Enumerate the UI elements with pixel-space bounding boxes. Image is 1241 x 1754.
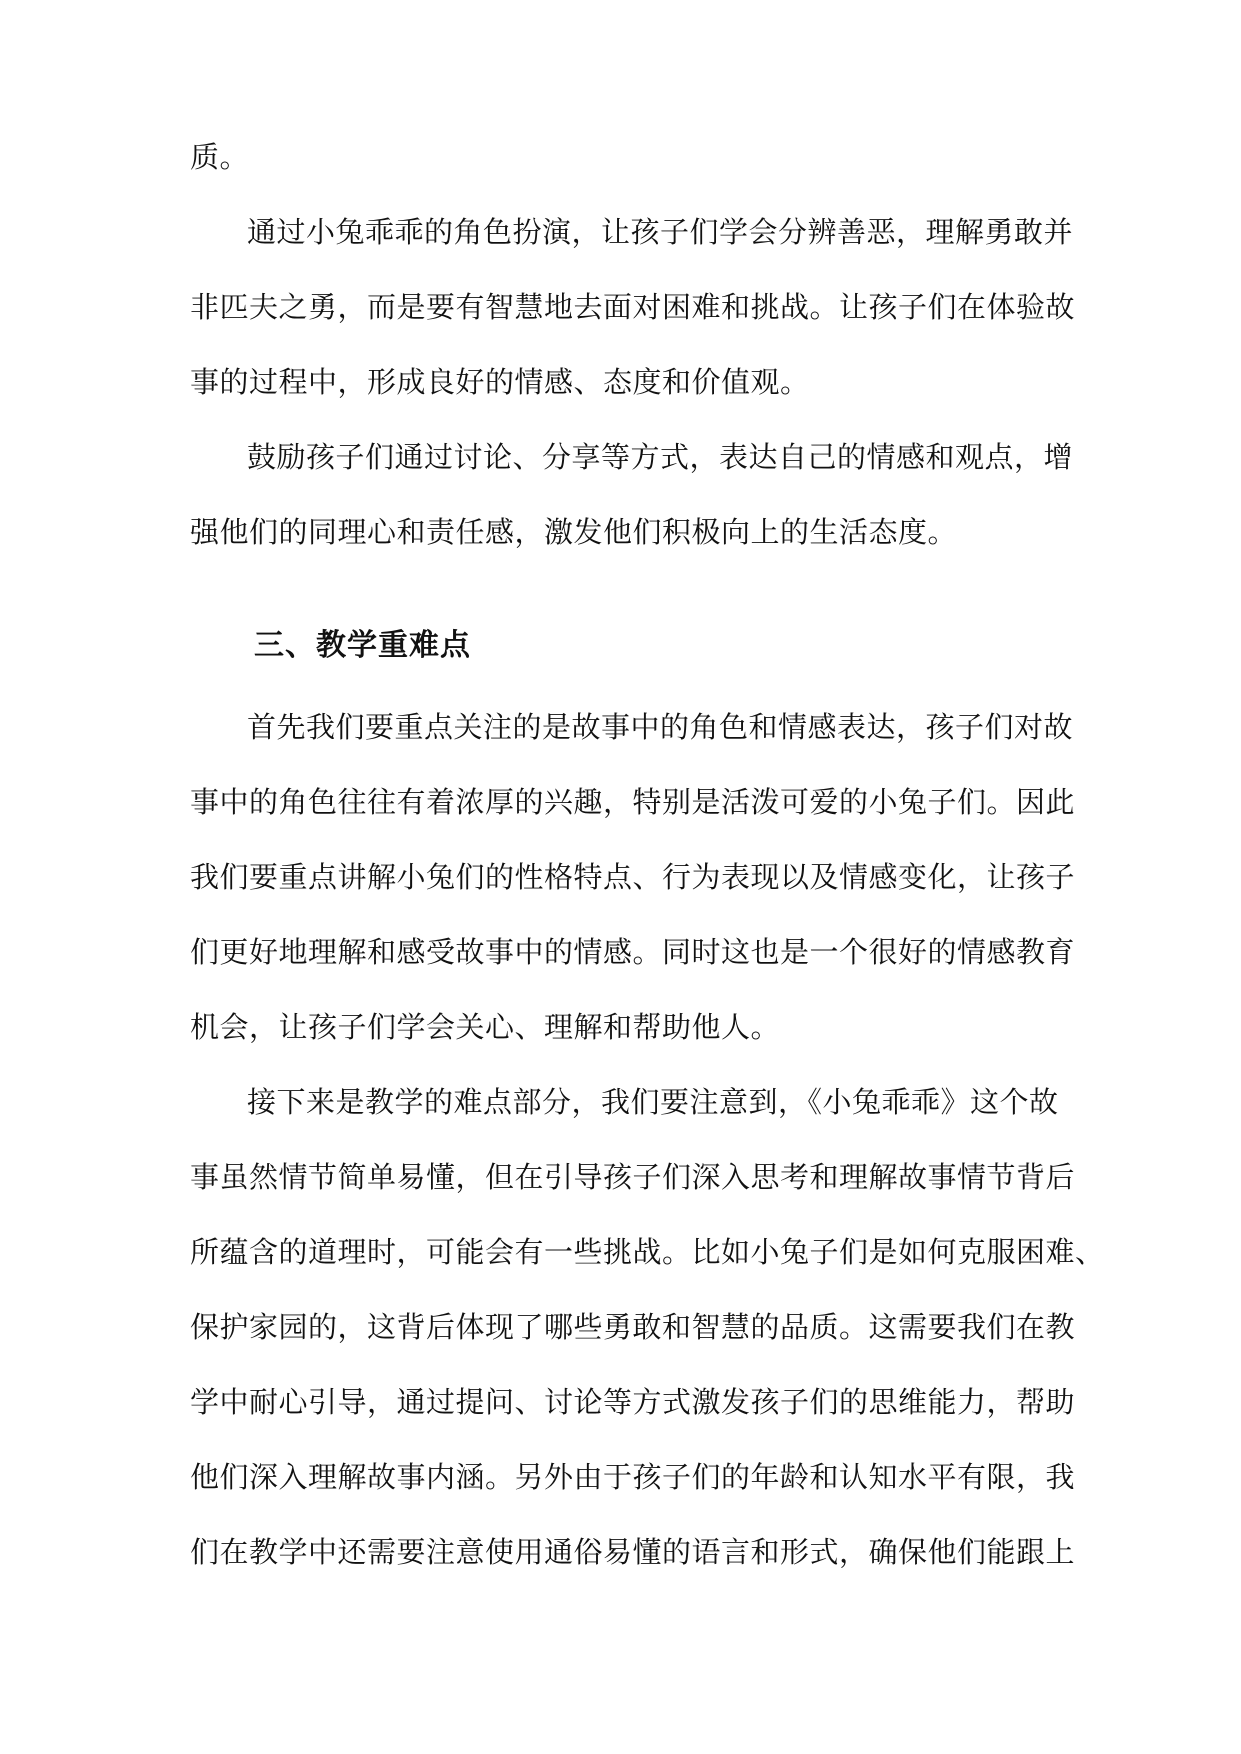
section-heading: 三、教学重难点: [254, 628, 471, 663]
paragraph-line: 保护家园的，这背后体现了哪些勇敢和智慧的品质。这需要我们在教: [190, 1310, 1076, 1344]
paragraph-line: 学中耐心引导，通过提问、讨论等方式激发孩子们的思维能力，帮助: [190, 1385, 1076, 1419]
paragraph-line: 首先我们要重点关注的是故事中的角色和情感表达，孩子们对故: [247, 710, 1074, 744]
paragraph-line: 们在教学中还需要注意使用通俗易懂的语言和形式，确保他们能跟上: [190, 1535, 1076, 1569]
paragraph-line: 事中的角色往往有着浓厚的兴趣，特别是活泼可爱的小兔子们。因此: [190, 785, 1076, 819]
paragraph-line: 所蕴含的道理时，可能会有一些挑战。比如小兔子们是如何克服困难、: [190, 1235, 1105, 1269]
paragraph-line: 们更好地理解和感受故事中的情感。同时这也是一个很好的情感教育: [190, 935, 1076, 969]
paragraph-line: 非匹夫之勇，而是要有智慧地去面对困难和挑战。让孩子们在体验故: [190, 290, 1076, 324]
paragraph-line: 他们深入理解故事内涵。另外由于孩子们的年龄和认知水平有限，我: [190, 1460, 1076, 1494]
paragraph-line: 强他们的同理心和责任感，激发他们积极向上的生活态度。: [190, 515, 958, 549]
paragraph-line: 机会，让孩子们学会关心、理解和帮助他人。: [190, 1010, 781, 1044]
paragraph-line: 事虽然情节简单易懂，但在引导孩子们深入思考和理解故事情节背后: [190, 1160, 1076, 1194]
paragraph-line: 我们要重点讲解小兔们的性格特点、行为表现以及情感变化，让孩子: [190, 860, 1076, 894]
paragraph-line: 通过小兔乖乖的角色扮演，让孩子们学会分辨善恶，理解勇敢并: [247, 215, 1074, 249]
paragraph-line: 接下来是教学的难点部分，我们要注意到，《小兔乖乖》这个故: [247, 1085, 1059, 1119]
paragraph-line: 质。: [190, 140, 250, 174]
paragraph-line: 鼓励孩子们通过讨论、分享等方式，表达自己的情感和观点，增: [247, 440, 1074, 474]
paragraph-line: 事的过程中，形成良好的情感、态度和价值观。: [190, 365, 810, 399]
